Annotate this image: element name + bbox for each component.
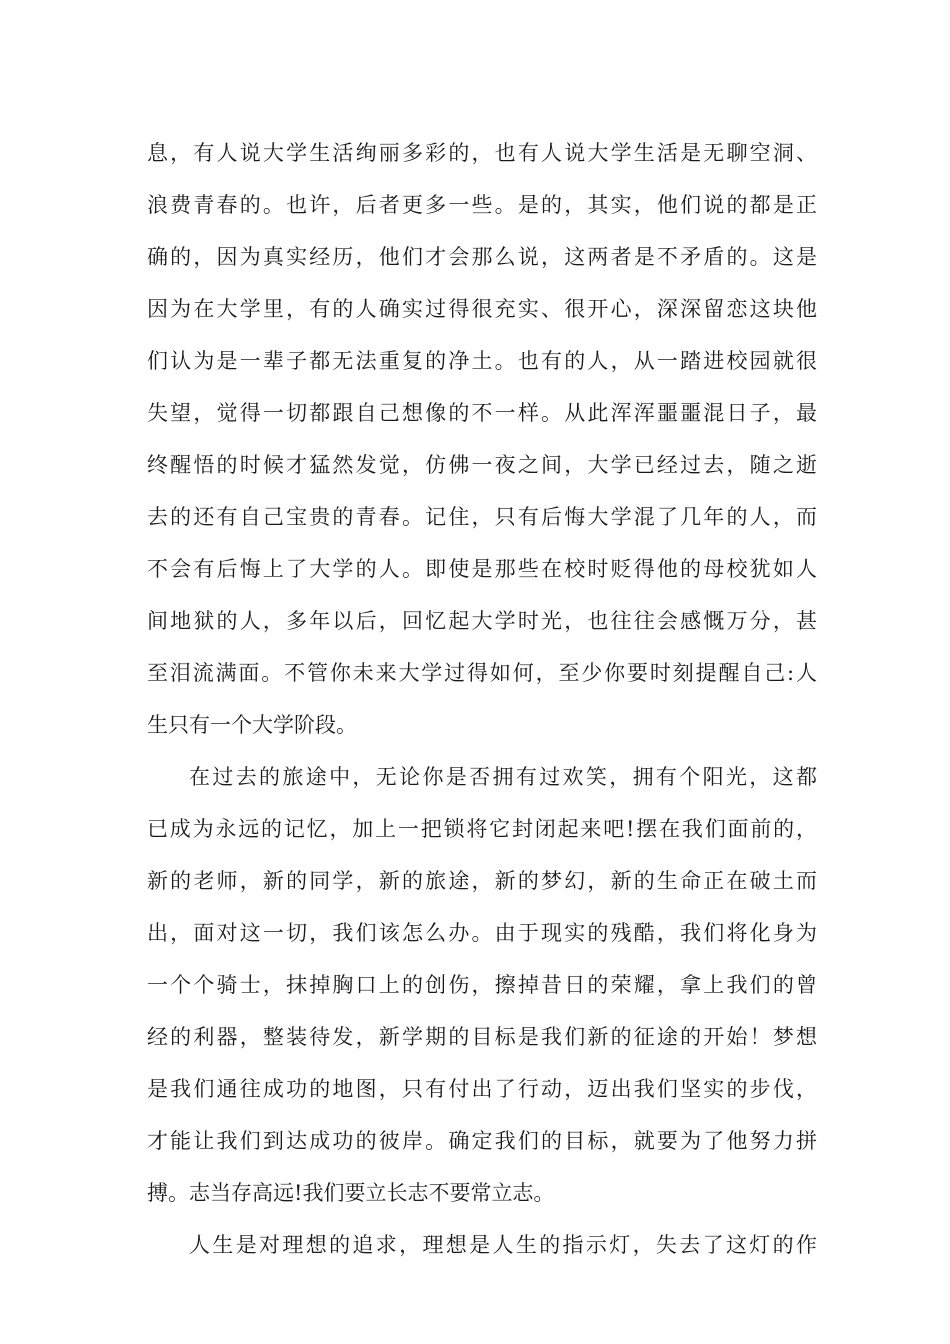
- text-line: 一个个骑士，抹掉胸口上的创伤，擦掉昔日的荣耀，拿上我们的曾: [147, 973, 817, 997]
- text-line: 在过去的旅途中，无论你是否拥有过欢笑，拥有个阳光，这都: [189, 765, 817, 789]
- text-line: 经的利器，整装待发，新学期的目标是我们新的征途的开始！梦想: [147, 1025, 817, 1049]
- text-line: 是我们通往成功的地图，只有付出了行动，迈出我们坚实的步伐，: [147, 1077, 817, 1101]
- text-line: 不会有后悔上了大学的人。即使是那些在校时贬得他的母校犹如人: [147, 557, 817, 581]
- text-line: 才能让我们到达成功的彼岸。确定我们的目标，就要为了他努力拼: [147, 1129, 817, 1153]
- text-line: 浪费青春的。也许，后者更多一些。是的，其实，他们说的都是正: [147, 193, 817, 217]
- text-line: 失望，觉得一切都跟自己想像的不一样。从此浑浑噩噩混日子，最: [147, 401, 817, 425]
- text-line: 息，有人说大学生活绚丽多彩的，也有人说大学生活是无聊空洞、: [147, 141, 817, 165]
- text-line: 人生是对理想的追求，理想是人生的指示灯，失去了这灯的作: [189, 1233, 817, 1257]
- text-line: 生只有一个大学阶段。: [147, 713, 357, 737]
- text-line: 已成为永远的记忆，加上一把锁将它封闭起来吧!摆在我们面前的，: [147, 817, 817, 841]
- text-line: 搏。志当存高远!我们要立长志不要常立志。: [147, 1181, 555, 1205]
- text-line: 新的老师，新的同学，新的旅途，新的梦幻，新的生命正在破土而: [147, 869, 817, 893]
- text-line: 出，面对这一切，我们该怎么办。由于现实的残酷，我们将化身为: [147, 921, 817, 945]
- text-line: 去的还有自己宝贵的青春。记住，只有后悔大学混了几年的人，而: [147, 505, 817, 529]
- text-line: 终醒悟的时候才猛然发觉，仿佛一夜之间，大学已经过去，随之逝: [147, 453, 817, 477]
- text-line: 们认为是一辈子都无法重复的净土。也有的人，从一踏进校园就很: [147, 349, 817, 373]
- document-body: [147, 127, 817, 1271]
- text-line: 间地狱的人，多年以后，回忆起大学时光，也往往会感慨万分，甚: [147, 609, 817, 633]
- text-line: 因为在大学里，有的人确实过得很充实、很开心，深深留恋这块他: [147, 297, 817, 321]
- text-line: 确的，因为真实经历，他们才会那么说，这两者是不矛盾的。这是: [147, 245, 817, 269]
- text-line: 至泪流满面。不管你未来大学过得如何，至少你要时刻提醒自己:人: [147, 661, 817, 685]
